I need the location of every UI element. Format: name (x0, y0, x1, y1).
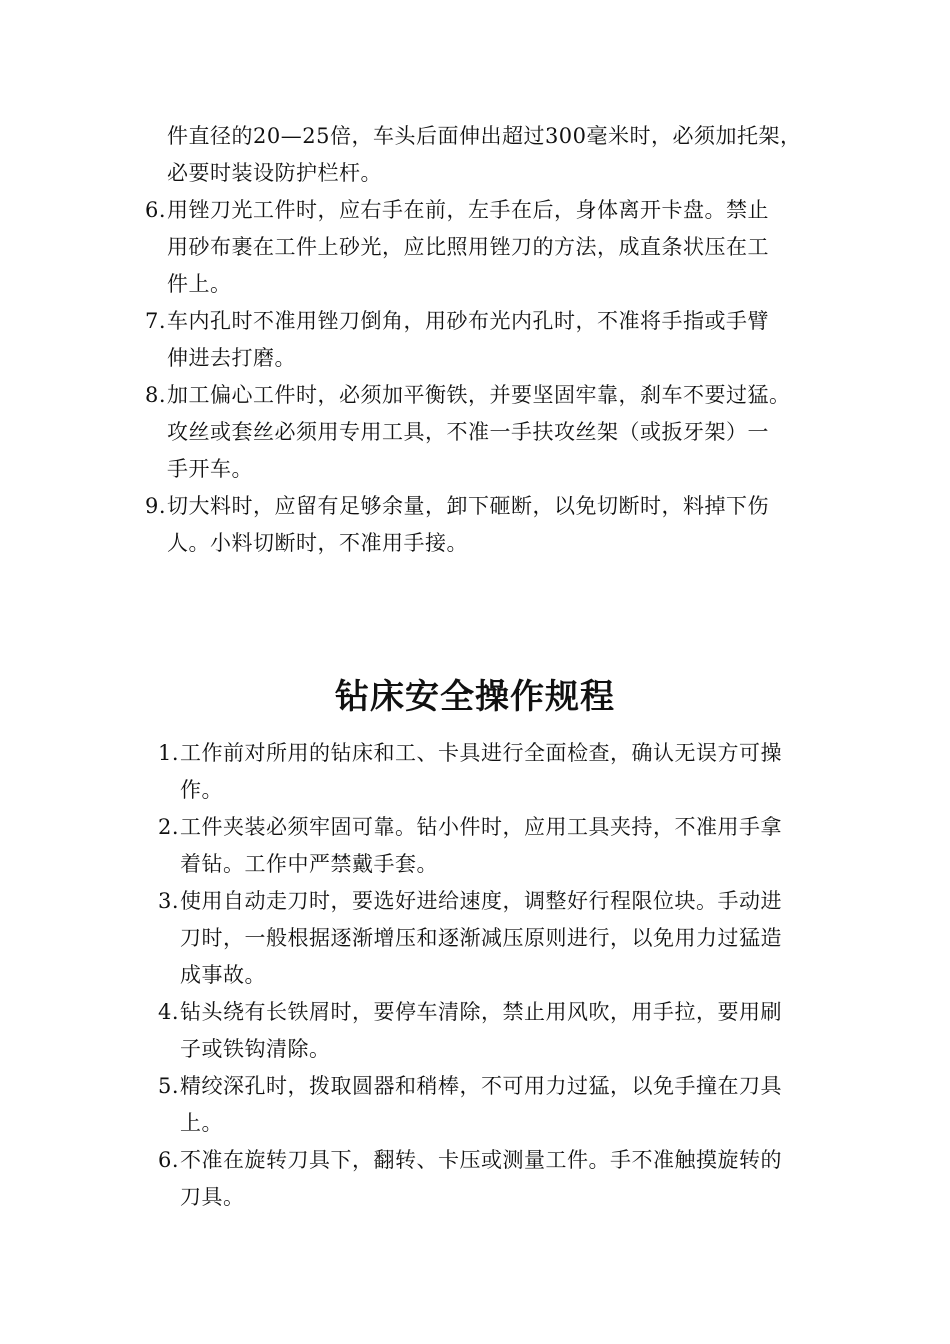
item-number: 2. (158, 815, 180, 839)
item-number: 1. (158, 741, 180, 765)
section1-block (145, 118, 845, 562)
item-number: 8. (145, 383, 167, 407)
item-text: 车内孔时不准用锉刀倒角，用砂布光内孔时，不准将手指或手臂 伸进去打磨。 (167, 309, 769, 370)
list-item (145, 303, 845, 377)
list-item (158, 735, 848, 809)
item-number: 6. (145, 198, 167, 222)
item-text: 使用自动走刀时，要选好进给速度，调整好行程限位块。手动进 刀时，一般根据逐渐增压和逐渐减压原则进行，以免用力过猛造 成事故。 (180, 889, 782, 987)
item-text: 精绞深孔时，拨取圆器和稍棒，不可用力过猛，以免手撞在刀具 上。 (180, 1074, 782, 1135)
section2-block (158, 735, 848, 1216)
list-item (158, 1068, 848, 1142)
item-text: 工件夹装必须牢固可靠。钻小件时，应用工具夹持，不准用手拿 着钻。工作中严禁戴手套。 (180, 815, 782, 876)
list-item (145, 377, 845, 488)
item-text: 不准在旋转刀具下，翻转、卡压或测量工件。手不准触摸旋转的 刀具。 (180, 1148, 782, 1209)
list-item (158, 1142, 848, 1216)
item-number: 5. (158, 1074, 180, 1098)
item-text: 加工偏心工件时，必须加平衡铁，并要坚固牢靠，刹车不要过猛。 攻丝或套丝必须用专用工具，不准一手扶攻丝架（或扳牙架）一 手开车。 (167, 383, 791, 481)
list-item (145, 488, 845, 562)
item-number: 6. (158, 1148, 180, 1172)
item-text: 工作前对所用的钻床和工、卡具进行全面检查，确认无误方可操 作。 (180, 741, 782, 802)
item-number: 3. (158, 889, 180, 913)
item-number: 9. (145, 494, 167, 518)
list-item (145, 192, 845, 303)
section1-continuation: 件直径的20—25倍，车头后面伸出超过300毫米时，必须加托架， 必要时装设防护栏杆。 (167, 124, 802, 185)
item-text: 钻头绕有长铁屑时，要停车清除，禁止用风吹，用手拉，要用刷 子或铁钩清除。 (180, 1000, 782, 1061)
item-number: 7. (145, 309, 167, 333)
list-item (158, 883, 848, 994)
item-number: 4. (158, 1000, 180, 1024)
item-text: 切大料时，应留有足够余量，卸下砸断，以免切断时，料掉下伤 人。小料切断时，不准用手接。 (167, 494, 769, 555)
item-text: 用锉刀光工件时，应右手在前，左手在后，身体离开卡盘。禁止 用砂布裹在工件上砂光，应比照用锉刀的方法，成直条状压在工 件上。 (167, 198, 769, 296)
list-item (158, 809, 848, 883)
list-item (158, 994, 848, 1068)
section-title: 钻床安全操作规程 (335, 677, 615, 717)
